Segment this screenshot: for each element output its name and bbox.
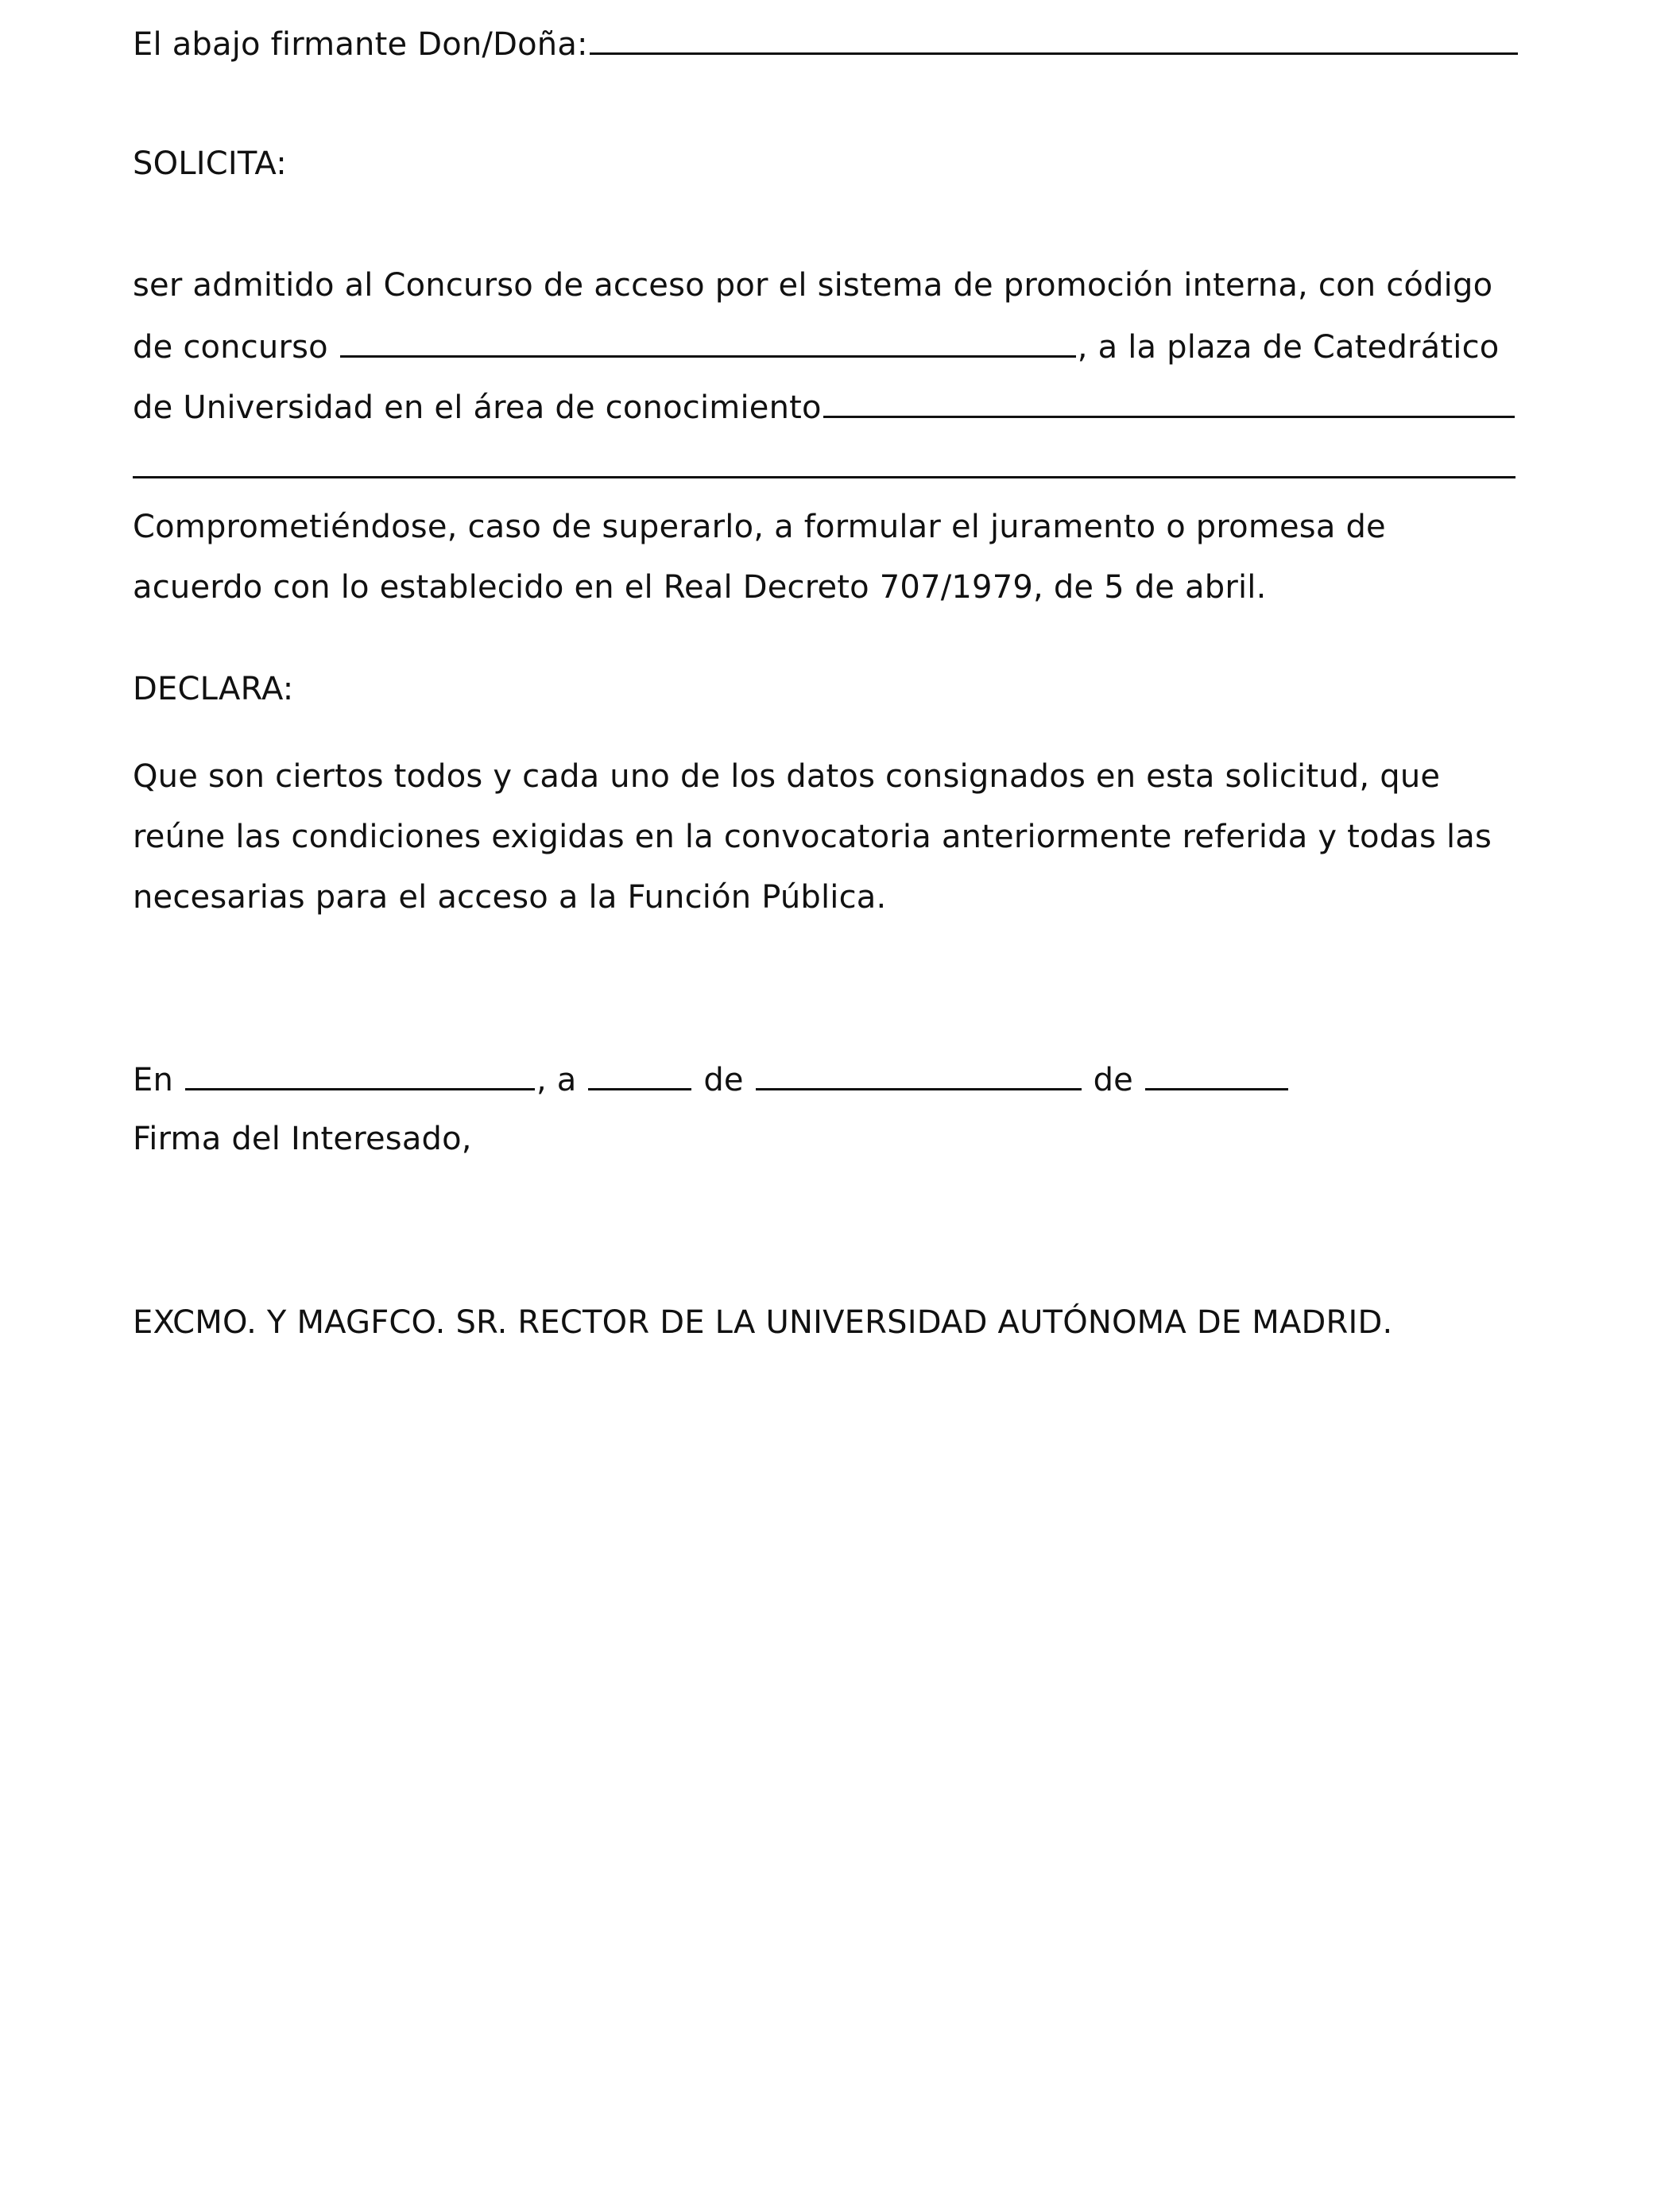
- solicita-line-1: ser admitido al Concurso de acceso por el sistema de promoción interna, con código: [133, 267, 1493, 304]
- year-field[interactable]: [1145, 1059, 1288, 1090]
- en-label: En: [133, 1062, 174, 1098]
- month-field[interactable]: [756, 1059, 1082, 1090]
- concurso-label: de concurso: [133, 329, 328, 366]
- plaza-label: , a la plaza de Catedrático: [1077, 329, 1500, 366]
- firma-label: Firma del Interesado,: [133, 1121, 472, 1157]
- commit-line-2: acuerdo con lo establecido en el Real Decreto 707/1979, de 5 de abril.: [133, 569, 1267, 606]
- area-field[interactable]: [823, 387, 1515, 418]
- area-continuation-field[interactable]: [133, 447, 1515, 478]
- declara-heading: DECLARA:: [133, 671, 294, 707]
- declara-line-3: necesarias para el acceso a la Función Pública.: [133, 879, 887, 916]
- de-label-1: de: [703, 1062, 744, 1098]
- firmante-name-field[interactable]: [590, 24, 1518, 55]
- commit-line-1: Comprometiéndose, caso de superarlo, a formular el juramento o promesa de: [133, 509, 1386, 545]
- day-field[interactable]: [588, 1059, 691, 1090]
- firmante-label: El abajo firmante Don/Doña:: [133, 26, 588, 63]
- area-label: de Universidad en el área de conocimiento: [133, 389, 822, 426]
- area-continuation-line: [133, 447, 1517, 487]
- firmante-line: [133, 24, 1519, 64]
- place-date-line: [133, 1059, 1290, 1099]
- addressee-line: EXCMO. Y MAGFCO. SR. RECTOR DE LA UNIVERSIDAD AUTÓNOMA DE MADRID.: [133, 1304, 1393, 1341]
- place-field[interactable]: [185, 1059, 535, 1090]
- a-label: , a: [536, 1062, 577, 1098]
- solicita-heading: SOLICITA:: [133, 145, 287, 182]
- solicita-line-2: [133, 327, 1499, 366]
- concurso-code-field[interactable]: [340, 327, 1076, 358]
- declara-line-1: Que son ciertos todos y cada uno de los datos consignados en esta solicitud, que: [133, 758, 1441, 795]
- solicita-line-3: [133, 387, 1516, 427]
- declara-line-2: reúne las condiciones exigidas en la convocatoria anteriormente referida y todas las: [133, 819, 1492, 855]
- de-label-2: de: [1093, 1062, 1133, 1098]
